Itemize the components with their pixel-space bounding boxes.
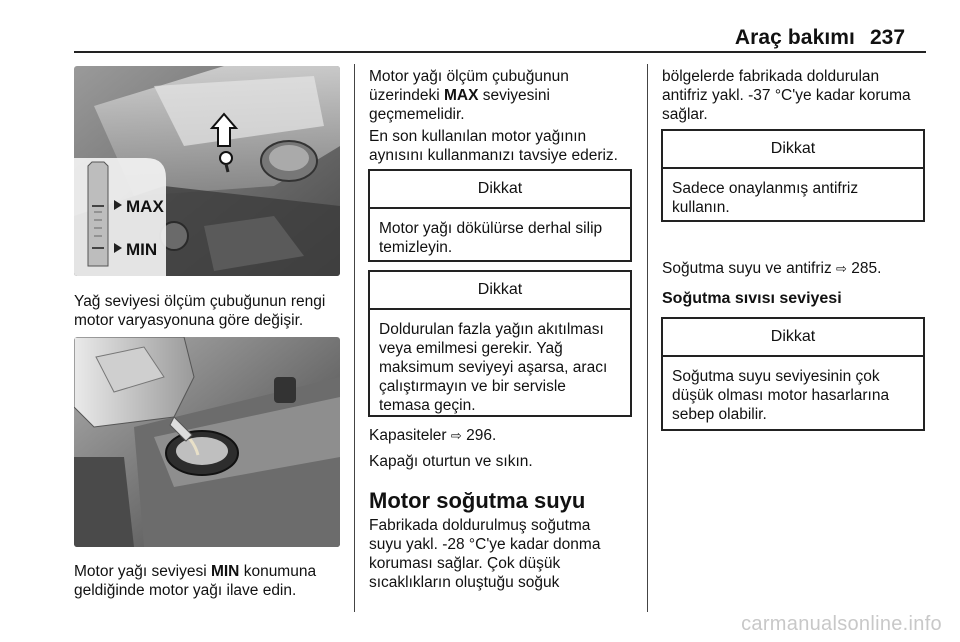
text-line: geçmemelidir.: [369, 106, 465, 123]
caution-box-low-coolant: [661, 317, 925, 431]
caution-line: kullanın.: [672, 199, 730, 216]
caution-box-approved-antifreeze: [661, 129, 925, 222]
caption1-line: motor varyasyonuna göre değişir.: [74, 312, 304, 329]
caution-box-overfill: [368, 270, 632, 417]
coolant-reference: [662, 259, 932, 278]
watermark: carmanualsonline.info: [741, 613, 942, 635]
text-line: aynısını kullanmanızı tavsiye ederiz.: [369, 147, 618, 164]
text-line: [369, 86, 639, 105]
min-mark-label: MIN: [126, 240, 158, 259]
caution-body: [370, 209, 630, 257]
caution-line: temasa geçin.: [379, 397, 476, 414]
oil-filling-figure: [74, 337, 340, 547]
caution-line: sebep olabilir.: [672, 406, 767, 423]
reference-page: 285.: [851, 260, 882, 277]
caution-line: Soğutma suyu seviyesinin çok: [672, 368, 880, 385]
caution-line: Sadece onaylanmış antifriz: [672, 180, 859, 197]
paragraph-antifreeze-continuation: [662, 67, 932, 124]
text-line: koruması sağlar. Çok düşük: [369, 555, 561, 572]
text-line: Motor yağı ölçüm çubuğunun: [369, 68, 569, 85]
caption2-line: geldiğinde motor yağı ilave edin.: [74, 582, 297, 599]
header-rule: [74, 51, 926, 53]
caution-title: Dikkat: [370, 272, 630, 310]
text-line: antifriz yakl. -37 °C'ye kadar koruma: [662, 87, 911, 104]
caption2-text: konumuna: [239, 563, 317, 580]
figure2-caption: [74, 562, 344, 600]
caution-line: çalıştırmayın ve bir servisle: [379, 378, 566, 395]
column-divider-2: [647, 64, 648, 612]
oil-filling-illustration: [74, 337, 340, 547]
caption1-line: Yağ seviyesi ölçüm çubuğunun rengi: [74, 293, 326, 310]
running-header-title: Araç bakımı: [734, 26, 855, 49]
subheading-coolant-level: Soğutma sıvısı seviyesi: [662, 290, 842, 307]
text-line: [369, 426, 639, 445]
text-line: Fabrikada doldurulmuş soğutma: [369, 517, 591, 534]
caution-title: Dikkat: [370, 171, 630, 209]
text-run: üzerindeki: [369, 87, 444, 104]
paragraph-coolant-factory: [369, 516, 639, 592]
max-term: MAX: [443, 87, 479, 104]
text-run: seviyesini: [478, 87, 550, 104]
max-mark-label: MAX: [126, 197, 164, 216]
text-line: sağlar.: [662, 106, 708, 123]
page-number: 237: [870, 26, 906, 49]
caption2-min-term: MIN: [210, 563, 240, 580]
caption2-text: Motor yağı seviyesi: [74, 563, 211, 580]
paragraph-max-level: [369, 67, 639, 124]
caution-line: temizleyin.: [379, 239, 453, 256]
paragraph-cap: [369, 452, 639, 471]
caution-line: Motor yağı dökülürse derhal silip: [379, 220, 603, 237]
column-divider-1: [354, 64, 355, 612]
text-line: sıcaklıkların oluştuğu soğuk: [369, 574, 560, 591]
text-line: En son kullanılan motor yağının: [369, 128, 587, 145]
caution-line: düşük olması motor hasarlarına: [672, 387, 890, 404]
text-line: suyu yakl. -28 °C'ye kadar donma: [369, 536, 601, 553]
paragraph-oil-recommendation: [369, 127, 639, 165]
dipstick-figure: [74, 66, 340, 276]
engine-bay-illustration: [74, 66, 340, 276]
reference-text: Soğutma suyu ve antifriz: [662, 260, 832, 277]
caution-line: Doldurulan fazla yağın akıtılması: [379, 321, 604, 338]
reference-page: 296.: [466, 427, 497, 444]
caution-body: [370, 310, 630, 415]
caution-box-oil-spill: [368, 169, 632, 262]
caution-body: [663, 357, 923, 424]
figure1-caption: [74, 292, 344, 330]
page-reference-icon: ⇨: [450, 428, 462, 443]
caution-title: Dikkat: [663, 131, 923, 169]
text-line: Kapağı oturtun ve sıkın.: [369, 453, 533, 470]
caution-body: [663, 169, 923, 217]
caution-title: Dikkat: [663, 319, 923, 357]
page-reference-icon: ⇨: [836, 261, 847, 276]
text-line: bölgelerde fabrikada doldurulan: [662, 68, 880, 85]
caption2-line: [74, 562, 344, 581]
caution-line: veya emilmesi gerekir. Yağ: [379, 340, 563, 357]
text-line: [662, 259, 932, 278]
reference-text: Kapasiteler: [369, 427, 447, 444]
caution-line: maksimum seviyeyi aşarsa, aracı: [379, 359, 608, 376]
section-heading-coolant: Motor soğutma suyu: [369, 488, 586, 513]
capacities-reference: [369, 426, 639, 445]
